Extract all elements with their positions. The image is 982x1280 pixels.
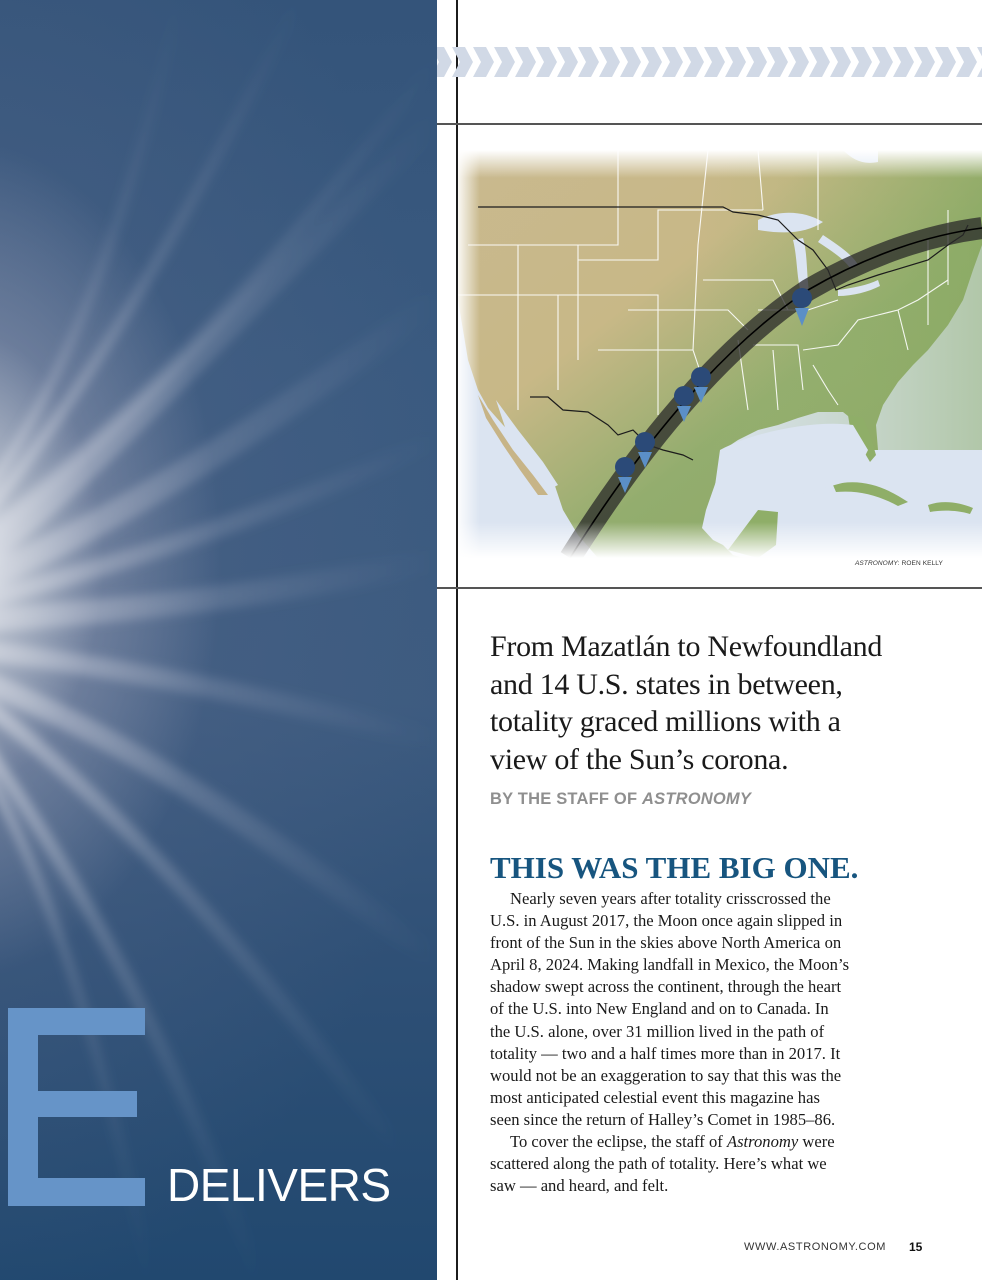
- body-line: would not be an exaggeration to say that this was the: [490, 1065, 842, 1085]
- deck-line: and 14 U.S. states in between,: [490, 667, 843, 701]
- map-credit: ASTRONOMY: ROEN KELLY: [855, 560, 943, 567]
- title-initial-e: [8, 1008, 145, 1206]
- deck-line: totality graced millions with a: [490, 705, 841, 738]
- body-line: totality — two and a half times more than in 2017. It: [490, 1043, 841, 1063]
- byline: BY THE STAFF OF ASTRONOMY: [490, 790, 752, 808]
- article-deck: [490, 628, 930, 778]
- map-bottom-rule: [437, 587, 982, 589]
- body-line: shadow swept across the continent, through the heart: [490, 977, 842, 997]
- body-line: Nearly seven years after totality crisscrossed the: [510, 889, 831, 908]
- body-line: most anticipated celestial event this magazine has: [490, 1087, 820, 1107]
- body-line: U.S. in August 2017, the Moon once again slipped in: [490, 911, 843, 931]
- body-line: front of the Sun in the skies above North America on: [490, 933, 842, 953]
- corona-photo: [0, 0, 437, 1280]
- body-line: saw — and heard, and felt.: [490, 1176, 669, 1196]
- body-line: seen since the return of Halley’s Comet in 1985–86.: [490, 1109, 836, 1129]
- footer-url[interactable]: WWW.ASTRONOMY.COM: [744, 1241, 886, 1253]
- top-rule: [437, 123, 982, 125]
- article-body: [490, 888, 915, 1197]
- title-word: DELIVERS: [167, 1159, 391, 1211]
- body-line: the U.S. alone, over 31 million lived in the path of: [490, 1021, 825, 1041]
- section-headline: THIS WAS THE BIG ONE.: [490, 850, 859, 885]
- eclipse-path-map: [458, 150, 982, 558]
- deck-line: From Mazatlán to Newfoundland: [490, 630, 883, 663]
- chevron-band: [437, 47, 982, 77]
- body-line: of the U.S. into New England and on to Canada. In: [490, 999, 829, 1019]
- body-line: To cover the eclipse, the staff of Astronomy were: [510, 1132, 835, 1152]
- page-number: 15: [909, 1240, 923, 1254]
- body-line: scattered along the path of totality. Here’s what we: [490, 1154, 827, 1174]
- body-line: April 8, 2024. Making landfall in Mexico, the Moon’s: [490, 955, 850, 975]
- deck-line: view of the Sun’s corona.: [490, 742, 789, 776]
